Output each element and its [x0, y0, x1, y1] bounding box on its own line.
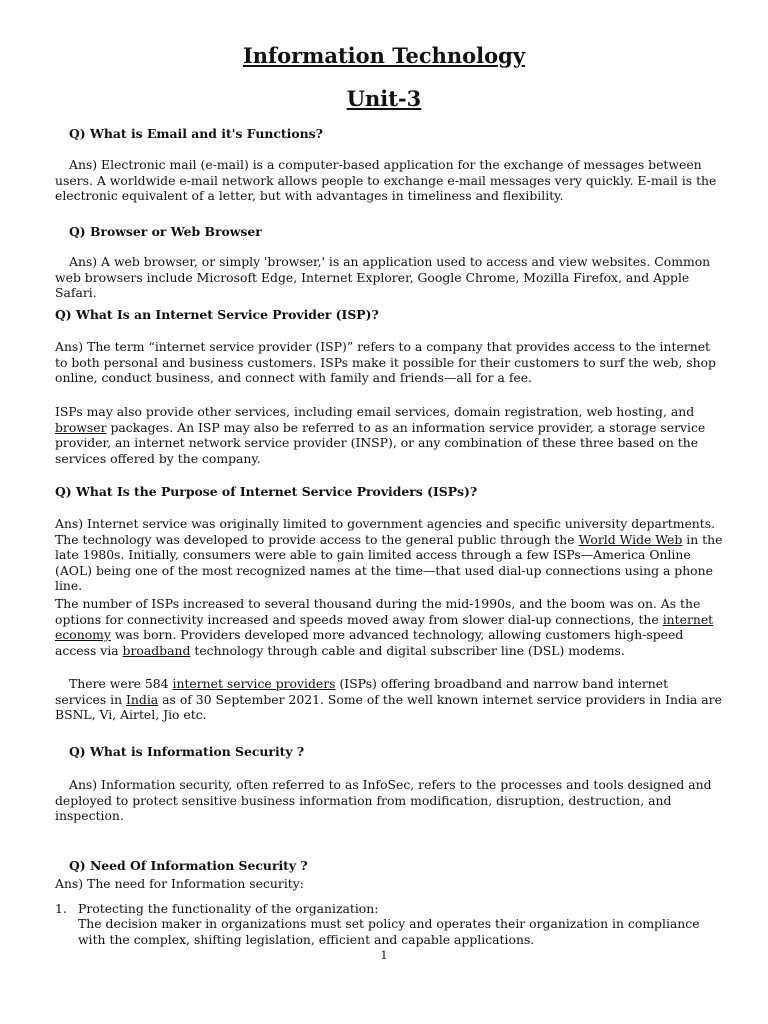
- list-item-text: The decision maker in organizations must set policy and operates their organization in compliance with the complex, shifting legislation, efficient and capable applications.: [78, 916, 700, 947]
- question-infosec: Q) What is Information Security ?: [69, 744, 305, 759]
- question-infosec-need: Q) Need Of Information Security ?: [69, 858, 308, 873]
- paragraph-isp-services: [55, 404, 723, 466]
- link-broadband[interactable]: broadband: [122, 642, 191, 658]
- list-item-number: 1.: [55, 901, 67, 916]
- link-internet-economy[interactable]: internet economy: [55, 611, 714, 643]
- answer-email: Ans) Electronic mail (e-mail) is a computer-based application for the exchange of messages between users. A worldwide e-mail network allows people to exchange e-mail messages very quickly. E-mail is the electronic equivalent of a letter, but with advantages in timeliness and flexibility.: [55, 157, 717, 204]
- text-segment: in the late 1980s. Initially, consumers were able to gain limited access through a few ISPs—America Online (AOL) being one of the most recognized names at the time—that used dial-up connections using a phone line.: [55, 531, 723, 594]
- question-email: Q) What is Email and it's Functions?: [69, 126, 323, 141]
- paragraph-isp-india: [55, 676, 723, 723]
- answer-isp: Ans) The term “internet service provider (ISP)” refers to a company that provides access to the internet to both personal and business customers. ISPs make it possible for their customers to surf the web, shop online, conduct business, and connect with family and friends—all for a fee.: [55, 339, 716, 386]
- document-title: Information Technology: [242, 43, 526, 68]
- answer-infosec: Ans) Information security, often referred to as InfoSec, refers to the processes and tools designed and deployed to protect sensitive business information from modification, disruption, destruction, and inspection.: [55, 777, 712, 824]
- text-segment: (ISPs) offering broadband and narrow band internet services in: [55, 676, 669, 707]
- answer-browser: Ans) A web browser, or simply 'browser,' is an application used to access and view websites. Common web browsers include Microsoft Edge, Internet Explorer, Google Chrome, Mozilla Firefox, and Apple Safari.: [55, 254, 711, 301]
- text-segment: technology through cable and digital subscriber line (DSL) modems.: [190, 642, 625, 658]
- text-segment: The number of ISPs increased to several thousand during the mid-1990s, and the boom was on. As the options for connectivity increased and speeds moved away from slower dial-up connections, the: [55, 596, 701, 627]
- question-browser: Q) Browser or Web Browser: [69, 224, 262, 239]
- question-isp: Q) What Is an Internet Service Provider (ISP)?: [55, 307, 379, 322]
- text-segment: Ans) Internet service was originally limited to government agencies and specific university departments. The technology was developed to provide access to the general public through the: [55, 516, 716, 547]
- paragraph-isp-growth: [55, 596, 723, 658]
- link-internet-service-providers[interactable]: internet service providers: [172, 676, 336, 691]
- answer-isp-purpose: [55, 516, 723, 594]
- question-isp-purpose: Q) What Is the Purpose of Internet Service Providers (ISPs)?: [55, 484, 478, 499]
- list-item-heading: Protecting the functionality of the organization:: [78, 901, 379, 916]
- text-segment: There were 584: [69, 676, 173, 691]
- text-segment: as of 30 September 2021. Some of the well known internet service providers in India are BSNL, Vi, Airtel, Jio etc.: [55, 691, 722, 723]
- answer-infosec-need-intro: Ans) The need for Information security:: [55, 876, 304, 891]
- link-india[interactable]: India: [126, 691, 159, 707]
- link-browser[interactable]: browser: [55, 419, 107, 435]
- unit-title: Unit-3: [346, 86, 422, 111]
- text-segment: was born. Providers developed more advanced technology, allowing customers high-speed access via: [55, 627, 684, 658]
- link-world-wide-web[interactable]: World Wide Web: [578, 531, 683, 547]
- text-segment: packages. An ISP may also be referred to as an information service provider, a storage service provider, an internet network service provider (INSP), or any combination of these three based on the services offered by the company.: [55, 419, 706, 466]
- page-number: 1: [380, 949, 388, 962]
- text-segment: ISPs may also provide other services, including email services, domain registration, web hosting, and: [55, 404, 695, 419]
